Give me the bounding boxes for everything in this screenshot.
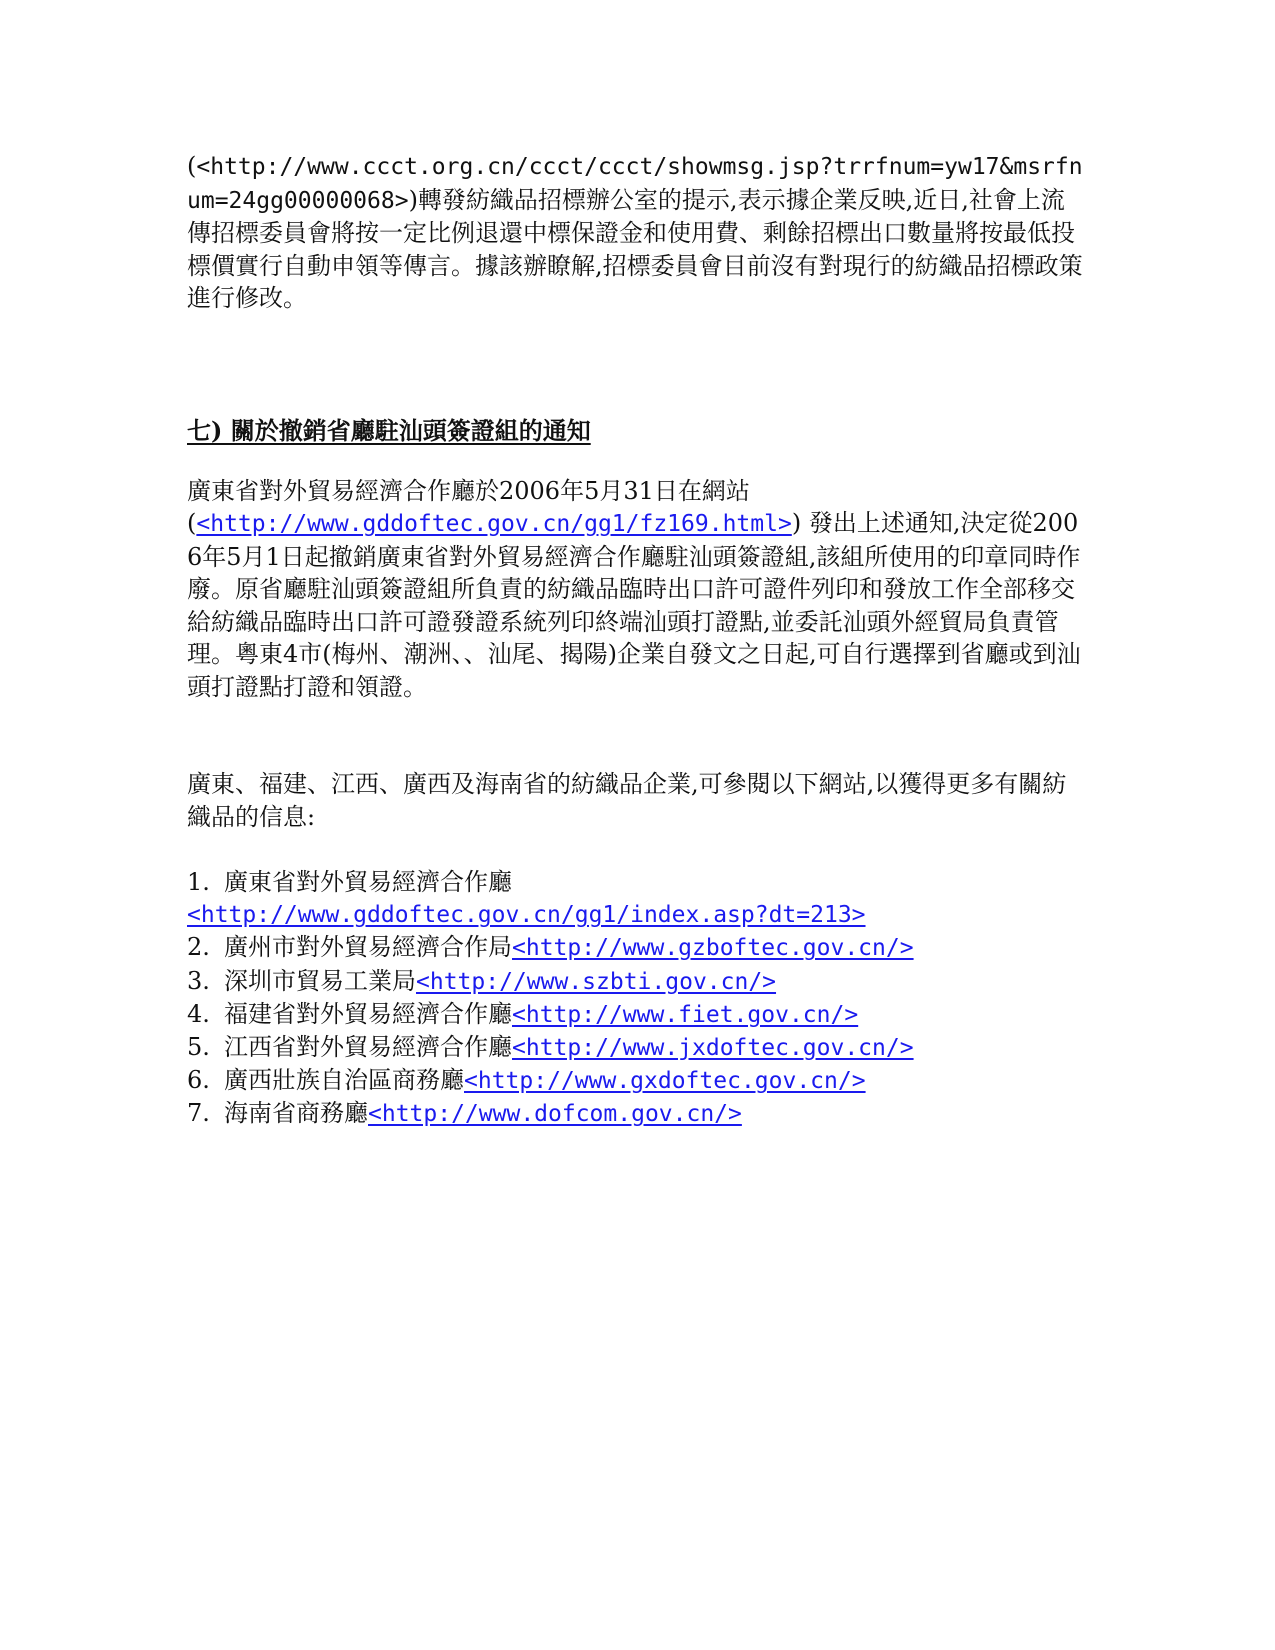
intro-url: <http://www.ccct.org.cn/ccct/ccct/showmsg.jsp?trrfnum=yw17&msrfnum=24gg00000068> <box>187 154 1083 214</box>
list-item-number: 3. <box>187 966 210 995</box>
list-item-number: 2. <box>187 933 210 962</box>
list-item-link[interactable]: <http://www.fiet.gov.cn/> <box>512 1001 859 1028</box>
list-item-number: 7. <box>187 1099 210 1128</box>
section-open-paren: ( <box>187 509 197 537</box>
list-item-name: 廣州市對外貿易經濟合作局 <box>224 933 512 962</box>
intro-text: 轉發紡織品招標辦公室的提示,表示據企業反映,近日,社會上流傳招標委員會將按一定比例退還中標保證金和使用費、剩餘招標出口數量將按最低投標價實行自動申領等傳言。據該辦瞭解,招標委員會目前沒有對現行的紡織品招標政策進行修改。 <box>187 185 1083 312</box>
list-item-link[interactable]: <http://www.szbti.gov.cn/> <box>416 968 777 995</box>
list-item-name: 廣東省對外貿易經濟合作廳 <box>224 868 512 896</box>
list-item-link[interactable]: <http://www.gxdoftec.gov.cn/> <box>464 1068 866 1095</box>
list-item <box>187 931 1087 964</box>
section-paragraph-1-start: 廣東省對外貿易經濟合作廳於2006年5月31日在網站 <box>187 476 750 505</box>
notice-link[interactable]: <http://www.gddoftec.gov.cn/gg1/fz169.html> <box>196 511 792 537</box>
list-item <box>187 1031 1087 1064</box>
list-item <box>187 998 1087 1031</box>
list-item-name: 海南省商務廳 <box>224 1099 368 1128</box>
list-item-name: 江西省對外貿易經濟合作廳 <box>224 1033 512 1062</box>
list-item <box>187 866 1087 931</box>
list-item-name: 福建省對外貿易經濟合作廳 <box>224 999 512 1028</box>
list-item-number: 4. <box>187 999 210 1028</box>
website-list <box>187 866 1087 1131</box>
list-item-link[interactable]: <http://www.gddoftec.gov.cn/gg1/index.asp?dt=213> <box>187 902 866 929</box>
section-close-paren: ) <box>791 509 802 537</box>
intro-open-paren: ( <box>187 152 197 180</box>
list-item <box>187 1097 1087 1130</box>
section-paragraph-1 <box>187 475 1087 704</box>
section-paragraph-2: 廣東、福建、江西、廣西及海南省的紡織品企業,可參閱以下網站,以獲得更多有關紡織品的信息: <box>187 770 1067 831</box>
list-item-name: 廣西壯族自治區商務廳 <box>224 1066 464 1095</box>
intro-close-paren: ) <box>408 185 418 214</box>
section-heading: 七) 關於撤銷省廳駐汕頭簽證組的通知 <box>187 415 591 445</box>
list-item-number: 1. <box>187 868 210 896</box>
list-item <box>187 965 1087 998</box>
section-paragraph-1-rest: 發出上述通知,決定從2006年5月1日起撤銷廣東省對外貿易經濟合作廳駐汕頭簽證組,該組所使用的印章同時作廢。原省廳駐汕頭簽證組所負責的紡織品臨時出口許可證件列印和發放工作全部移交給紡織品臨時出口許可證發證系統列印終端汕頭打證點,並委託汕頭外經貿局負責管理。粵東4市(梅州、潮洲、、汕尾、揭陽)企業自發文之日起,可自行選擇到省廳或到汕頭打證點打證和領證。 <box>187 509 1081 701</box>
intro-paragraph <box>187 150 1087 315</box>
list-item <box>187 1064 1087 1097</box>
list-item-number: 6. <box>187 1066 210 1095</box>
document-content <box>187 150 1087 1131</box>
list-item-link[interactable]: <http://www.dofcom.gov.cn/> <box>368 1101 742 1128</box>
list-item-link[interactable]: <http://www.gzboftec.gov.cn/> <box>512 935 914 962</box>
list-item-name: 深圳市貿易工業局 <box>224 966 416 995</box>
list-item-number: 5. <box>187 1033 210 1062</box>
list-item-link[interactable]: <http://www.jxdoftec.gov.cn/> <box>512 1035 914 1062</box>
